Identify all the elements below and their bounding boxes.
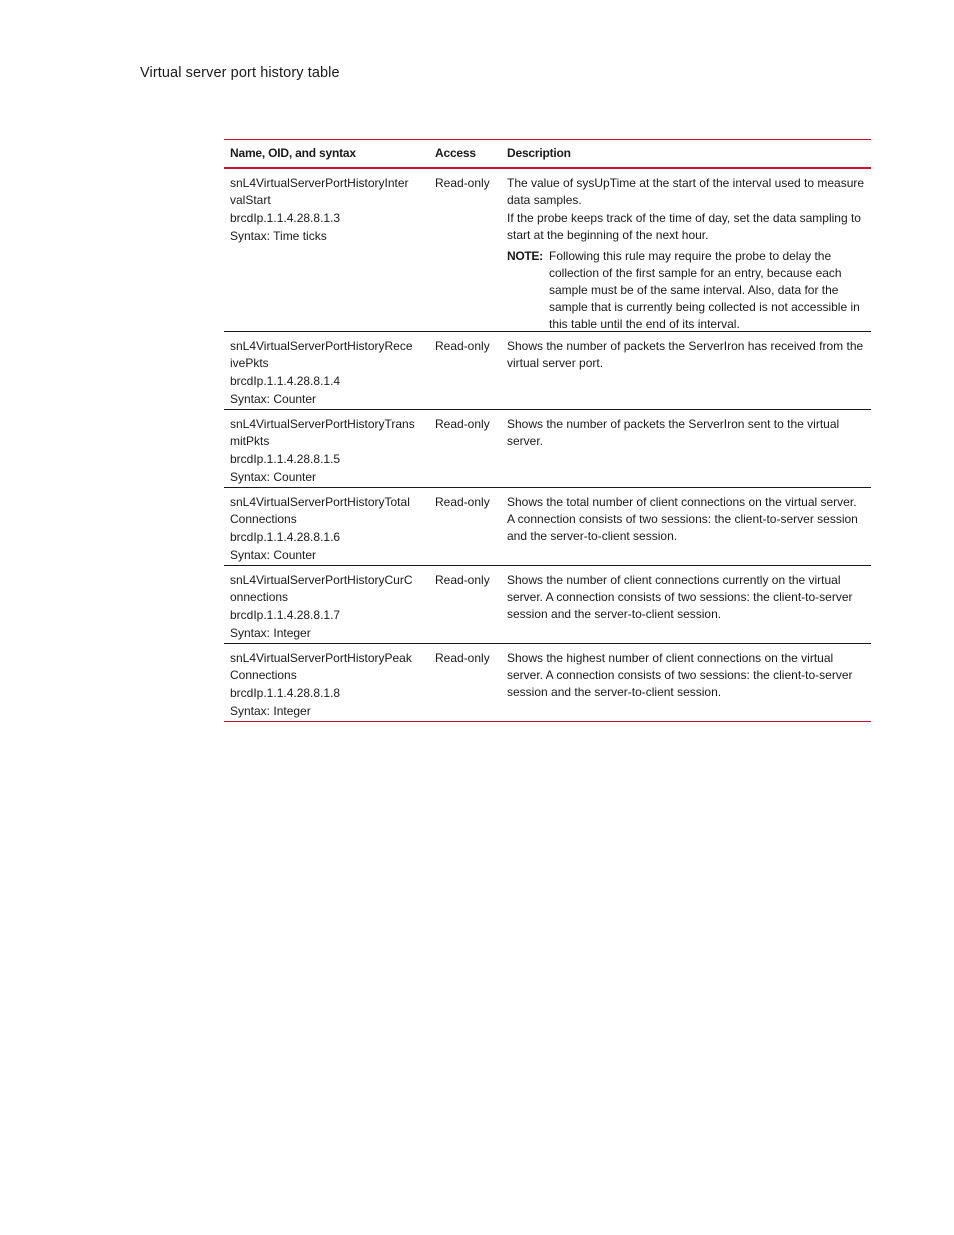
object-name-continued: Connections bbox=[230, 668, 297, 682]
object-name: snL4VirtualServerPortHistoryTotal bbox=[230, 495, 410, 509]
column-header-access: Access bbox=[435, 146, 476, 160]
mib-table bbox=[224, 139, 871, 722]
access-cell: Read-only bbox=[435, 339, 490, 353]
description-text: The value of sysUpTime at the start of the interval used to measure data samples. bbox=[507, 176, 865, 207]
object-oid: brcdIp.1.1.4.28.8.1.5 bbox=[230, 452, 341, 466]
object-oid: brcdIp.1.1.4.28.8.1.4 bbox=[230, 374, 341, 388]
object-name: snL4VirtualServerPortHistoryRece bbox=[230, 339, 413, 353]
description-cell bbox=[501, 566, 871, 643]
description-text: Shows the number of client connections currently on the virtual server. A connection consists of two sessions: the client-to-server session and the server-to-client session. bbox=[507, 573, 853, 621]
table-row bbox=[224, 169, 871, 332]
object-oid: brcdIp.1.1.4.28.8.1.7 bbox=[230, 608, 341, 622]
description-cell bbox=[501, 332, 871, 409]
access-cell: Read-only bbox=[435, 495, 490, 509]
object-name: snL4VirtualServerPortHistoryInter bbox=[230, 176, 409, 190]
object-name: snL4VirtualServerPortHistoryPeak bbox=[230, 651, 412, 665]
object-syntax: Syntax: Time ticks bbox=[230, 229, 327, 243]
description-cell bbox=[501, 644, 871, 721]
object-syntax: Syntax: Integer bbox=[230, 704, 311, 718]
note-label: NOTE: bbox=[507, 249, 543, 263]
object-name-cell bbox=[224, 566, 429, 643]
access-cell: Read-only bbox=[435, 417, 490, 431]
object-name-cell bbox=[224, 644, 429, 721]
table-header-row bbox=[224, 140, 871, 169]
object-name-continued: valStart bbox=[230, 193, 271, 207]
object-oid: brcdIp.1.1.4.28.8.1.8 bbox=[230, 686, 341, 700]
object-oid: brcdIp.1.1.4.28.8.1.6 bbox=[230, 530, 341, 544]
column-header-name: Name, OID, and syntax bbox=[230, 146, 356, 160]
page-header: Virtual server port history table bbox=[140, 65, 340, 81]
object-syntax: Syntax: Counter bbox=[230, 470, 317, 484]
object-name-continued: ivePkts bbox=[230, 356, 269, 370]
description-cell bbox=[501, 488, 871, 565]
object-name-cell bbox=[224, 332, 429, 409]
object-syntax: Syntax: Integer bbox=[230, 626, 311, 640]
description-text: If the probe keeps track of the time of day, set the data sampling to start at the beginning of the next hour. bbox=[507, 211, 861, 242]
table-row bbox=[224, 488, 871, 566]
access-cell: Read-only bbox=[435, 651, 490, 665]
access-cell: Read-only bbox=[435, 176, 490, 190]
object-name-continued: onnections bbox=[230, 590, 289, 604]
note-block bbox=[507, 248, 865, 333]
table-row bbox=[224, 410, 871, 488]
object-oid: brcdIp.1.1.4.28.8.1.3 bbox=[230, 211, 341, 225]
object-name-cell bbox=[224, 488, 429, 565]
note-text: Following this rule may require the probe to delay the collection of the first sample for an entry, because each sample must be of the same interval. Also, data for the sample that is currently being collected is not accessible in this table until the end of its interval. bbox=[549, 249, 860, 331]
access-cell: Read-only bbox=[435, 573, 490, 587]
table-row bbox=[224, 644, 871, 721]
description-cell bbox=[501, 169, 871, 331]
table-row bbox=[224, 332, 871, 410]
description-cell bbox=[501, 410, 871, 487]
description-text: Shows the highest number of client connections on the virtual server. A connection consists of two sessions: the client-to-server session and the server-to-client session. bbox=[507, 651, 853, 699]
object-name-cell bbox=[224, 410, 429, 487]
object-name-continued: mitPkts bbox=[230, 434, 270, 448]
object-syntax: Syntax: Counter bbox=[230, 548, 317, 562]
object-name-continued: Connections bbox=[230, 512, 297, 526]
column-header-description: Description bbox=[507, 146, 571, 160]
description-text: Shows the number of packets the ServerIron sent to the virtual server. bbox=[507, 417, 840, 448]
object-name-cell bbox=[224, 169, 429, 331]
table-row bbox=[224, 566, 871, 644]
object-name: snL4VirtualServerPortHistoryTrans bbox=[230, 417, 415, 431]
object-syntax: Syntax: Counter bbox=[230, 392, 317, 406]
description-text: Shows the total number of client connections on the virtual server. A connection consists of two sessions: the client-to-server session and the server-to-client session. bbox=[507, 495, 858, 543]
description-text: Shows the number of packets the ServerIron has received from the virtual server port. bbox=[507, 339, 864, 370]
object-name: snL4VirtualServerPortHistoryCurC bbox=[230, 573, 413, 587]
